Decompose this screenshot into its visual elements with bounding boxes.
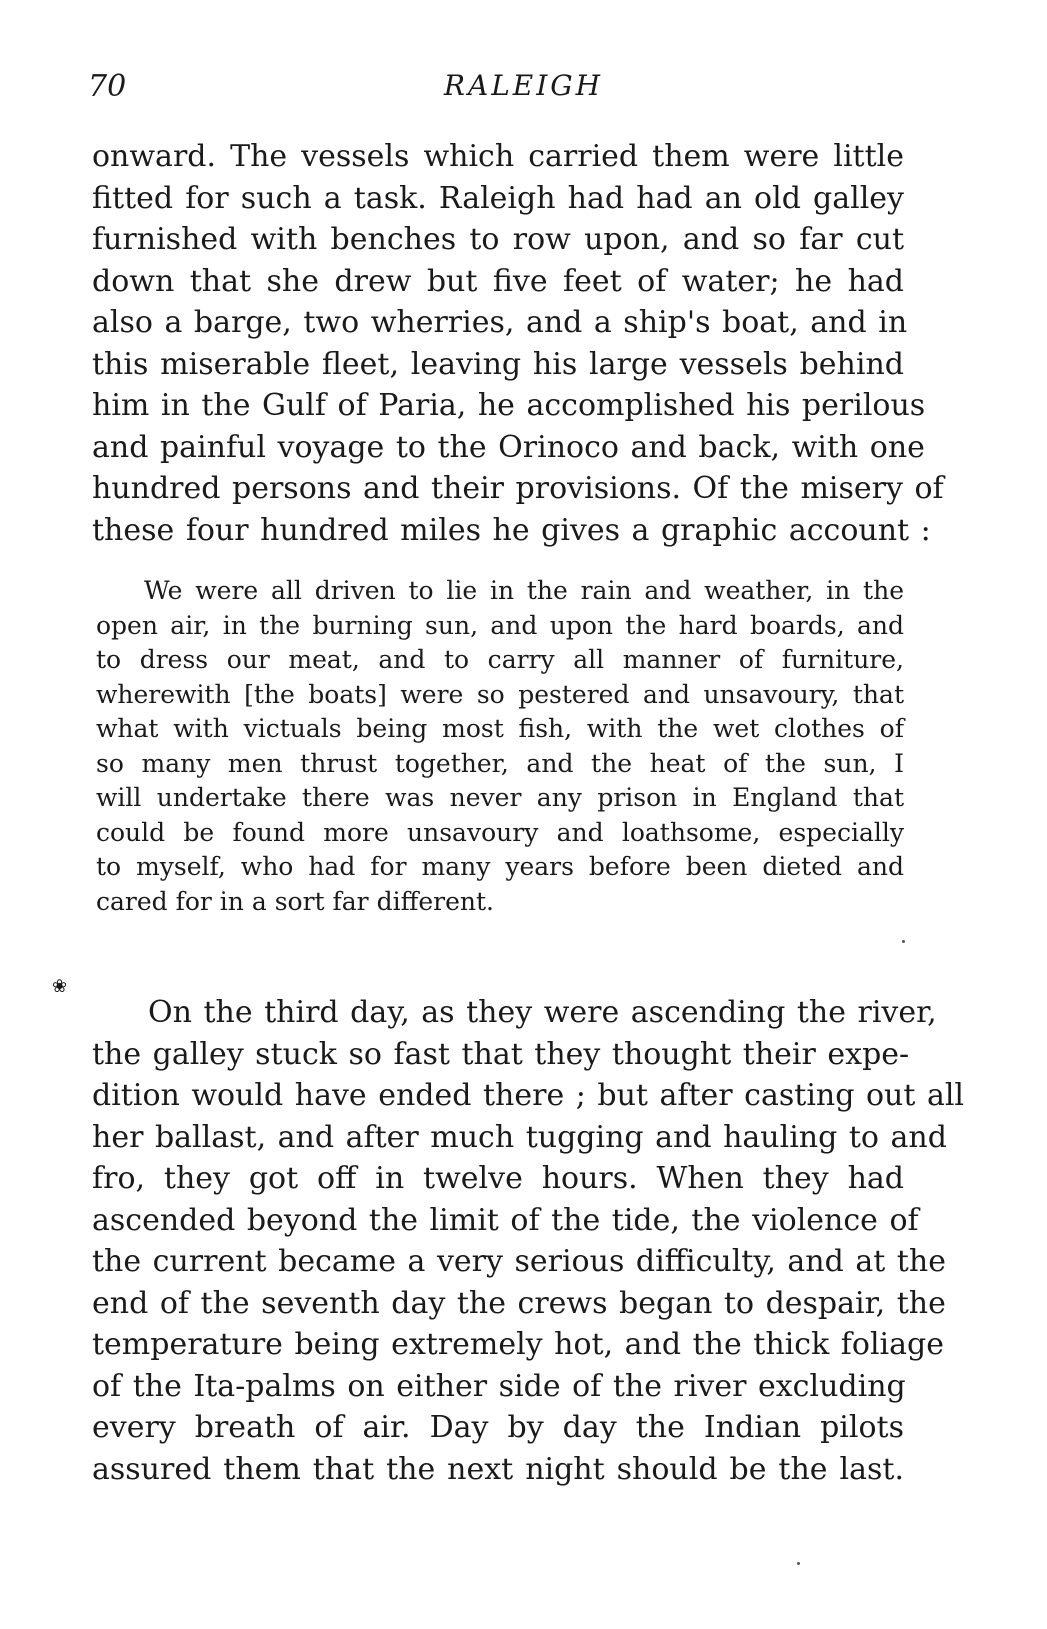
paragraph: [92, 136, 944, 551]
text-line: On the third day, as they were ascending the river,: [148, 995, 937, 1030]
quote-line: open air, in the burning sun, and upon the hard boards, and: [96, 610, 904, 640]
paper-speck: [902, 940, 905, 943]
text-line: also a barge, two wherries, and a ship's boat, and in: [92, 305, 908, 340]
text-line: every breath of air. Day by day the Indian pilots: [92, 1410, 904, 1445]
text-line: onward. The vessels which carried them were little: [92, 139, 904, 174]
text-line: end of the seventh day the crews began to despair, the: [92, 1285, 946, 1321]
text-line: these four hundred miles he gives a graphic account :: [92, 512, 931, 548]
quote-line: to myself, who had for many years before been dieted and: [96, 852, 904, 881]
quote-line: cared for in a sort far different.: [96, 886, 494, 916]
text-line: the galley stuck so fast that they thought their expe-: [92, 1036, 910, 1072]
text-line: dition would have ended there ; but after casting out all: [92, 1078, 965, 1113]
quote-line: could be found more unsavoury and loathsome, especially: [96, 817, 904, 847]
text-line: fro, they got off in twelve hours. When they had: [92, 1161, 904, 1196]
running-title: RALEIGH: [443, 69, 604, 102]
page-number: 70: [88, 69, 127, 104]
paper-speck: [797, 1562, 800, 1565]
text-line: her ballast, and after much tugging and hauling to and: [92, 1119, 947, 1155]
text-line: the current became a very serious difficulty, and at the: [92, 1244, 946, 1279]
quote-line: what with victuals being most fish, with the wet clothes of: [96, 714, 904, 743]
text-line: hundred persons and their provisions. Of the misery of: [92, 471, 944, 506]
text-line: this miserable fleet, leaving his large vessels behind: [92, 346, 904, 382]
text-line: fitted for such a task. Raleigh had had an old galley: [92, 180, 904, 216]
text-line: assured them that the next night should be the last.: [92, 1451, 904, 1487]
quote-line: We were all driven to lie in the rain and weather, in the: [144, 576, 904, 605]
quote-line: so many men thrust together, and the heat of the sun, I: [96, 748, 904, 778]
text-line: temperature being extremely hot, and the thick foliage: [92, 1327, 944, 1362]
text-line: furnished with benches to row upon, and so far cut: [92, 222, 904, 257]
quote-line: will undertake there was never any prison in England that: [96, 783, 904, 812]
text-line: and painful voyage to the Orinoco and back, with one: [92, 429, 925, 465]
paragraph: [92, 992, 965, 1490]
margin-ornament-icon: ❀: [52, 976, 68, 997]
text-line: of the Ita-palms on either side of the river excluding: [92, 1368, 906, 1404]
block-quotation: [96, 574, 904, 919]
text-line: ascended beyond the limit of the tide, the violence of: [92, 1202, 919, 1238]
quote-line: to dress our meat, and to carry all manner of furniture,: [96, 645, 904, 674]
text-line: down that she drew but five feet of water; he had: [92, 263, 904, 299]
quote-line: wherewith [the boats] were so pestered and unsavoury, that: [96, 679, 904, 709]
text-line: him in the Gulf of Paria, he accomplished his perilous: [92, 388, 926, 423]
